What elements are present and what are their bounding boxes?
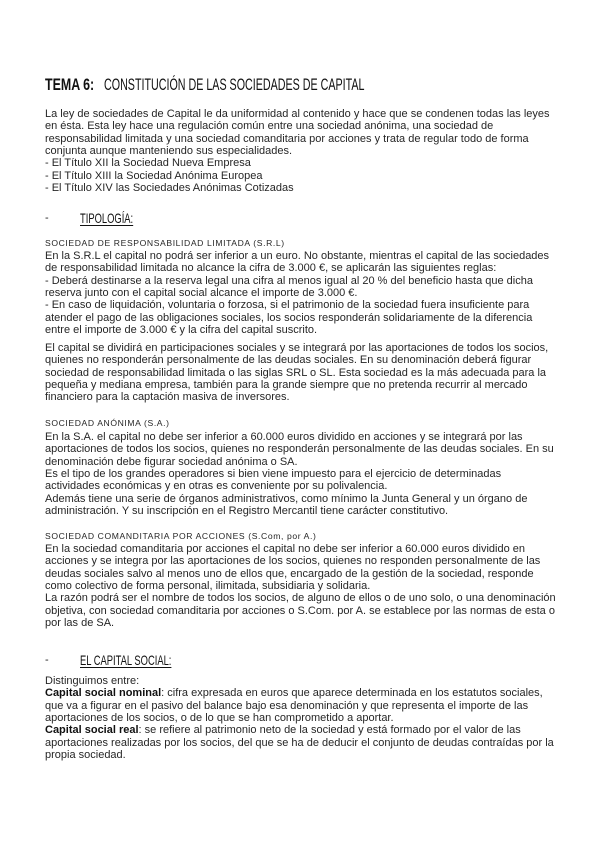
list-item: - El Título XIV las Sociedades Anónimas Cotizadas xyxy=(45,182,294,195)
definition-line xyxy=(45,687,559,699)
text-line: financiero para la captación masiva de inversores. xyxy=(45,391,290,404)
subsection-label-sa: SOCIEDAD ANÓNIMA (S.A.) xyxy=(45,417,170,428)
text-line: acciones y se integra por las aportaciones de los socios, quienes no responden personalmente de las xyxy=(45,555,541,568)
text-line: por las de SA. xyxy=(45,617,115,630)
subsection-label-sca: SOCIEDAD COMANDITARIA POR ACCIONES (S.Com, por A.) xyxy=(45,530,317,541)
list-item: - Deberá destinarse a la reserva legal una cifra al menos igual al 20 % del beneficio hasta que dicha xyxy=(45,274,533,287)
text-line: Además tiene una serie de órganos administrativos, como mínimo la Junta General y un órgano de xyxy=(45,492,528,505)
text-line: En la sociedad comanditaria por acciones el capital no debe ser inferior a 60.000 euros dividido en xyxy=(45,543,526,555)
list-item: - En caso de liquidación, voluntaria o forzosa, si el patrimonio de la sociedad fuera insuficiente para xyxy=(45,299,530,312)
term-capital-social-nominal: Capital social nominal xyxy=(45,687,162,700)
text-line: aportaciones de los socios, o de lo que se han comprometido a aportar. xyxy=(45,712,394,725)
paragraph-sa xyxy=(45,431,559,517)
text-line: como colectivo de forma personal, ilimitada, subsidiaria y solidaria. xyxy=(45,580,371,593)
paragraph-capital-social xyxy=(45,675,559,761)
text-line: denominación debe figurar sociedad anónima o SA. xyxy=(45,455,298,468)
heading-bullet: - xyxy=(45,654,49,666)
text-line: En la S.A. el capital no debe ser inferior a 60.000 euros dividido en acciones y se integrará por las xyxy=(45,431,523,443)
term-capital-social-real: Capital social real xyxy=(45,724,139,737)
text-line: actividades económicas y en otras es conveniente por su polivalencia. xyxy=(45,480,388,493)
definition-line xyxy=(45,724,559,736)
text-line: conjunta aunque manteniendo sus especialidades. xyxy=(45,145,293,158)
text-line: sociedad de responsabilidad limitada o las siglas SRL o SL. Esta sociedad es la más adecuada para la xyxy=(45,366,547,379)
text-line: quienes no responderán personalmente de las deudas sociales. En su denominación deberá figurar xyxy=(45,354,532,367)
heading-text: TIPOLOGÍA: xyxy=(80,210,134,226)
list-item: - El Título XII la Sociedad Nueva Empresa xyxy=(45,157,251,170)
text-line: entre el importe de 3.000 € y la cifra del capital suscrito. xyxy=(45,324,318,337)
paragraph-srl-capital xyxy=(45,342,559,404)
text-line: Es el tipo de los grandes operadores si bien viene impuesto para el ejercicio de determinadas xyxy=(45,468,502,481)
text-line: aportaciones de todos los socios, quienes no responderán personalmente de las deudas sociales. En su xyxy=(45,443,554,456)
list-item: - El Título XIII la Sociedad Anónima Europea xyxy=(45,169,263,182)
text-line: deudas sociales salvo al menos uno de ellos que, encargado de la gestión de la sociedad, responde xyxy=(45,567,534,580)
text-line: Distinguimos entre: xyxy=(45,675,140,687)
heading-text: EL CAPITAL SOCIAL: xyxy=(80,652,172,668)
text-line: atender el pago de las obligaciones sociales, los socios responderán solidariamente de la diferencia xyxy=(45,311,533,324)
text-line: El capital se dividirá en participaciones sociales y se integrará por las aportaciones de todos los socios, xyxy=(45,342,549,354)
text-line: reserva junto con el capital social alcance el importe de 3.000 €. xyxy=(45,287,358,300)
text-line: responsabilidad limitada y una sociedad comanditaria por acciones y trata de regular todo de forma xyxy=(45,132,529,145)
text-line: propia sociedad. xyxy=(45,749,126,762)
paragraph-sca xyxy=(45,543,559,629)
text-line: objetiva, con sociedad comanditaria por acciones o S.Com. por A. se establece por las normas de esta o xyxy=(45,604,555,617)
text-line: en ésta. Esta ley hace una regulación común entre una sociedad anónima, una sociedad de xyxy=(45,120,494,133)
subsection-label-srl: SOCIEDAD DE RESPONSABILIDAD LIMITADA (S.R.L) xyxy=(45,237,285,248)
heading-bullet: - xyxy=(45,212,49,224)
definition-text: : se refiere al patrimonio neto de la sociedad y está formado por el valor de las xyxy=(138,724,521,737)
intro-paragraph xyxy=(45,108,559,194)
text-line: En la S.R.L el capital no podrá ser inferior a un euro. No obstante, mientras el capital de las sociedades xyxy=(45,250,550,262)
text-line: La razón podrá ser el nombre de todos los socios, de alguno de ellos o de uno solo, o una denominación xyxy=(45,592,556,605)
definition-text: : cifra expresada en euros que aparece determinada en los estatutos sociales, xyxy=(161,687,543,700)
paragraph-srl xyxy=(45,250,559,336)
text-line: de responsabilidad limitada no alcance la cifra de 3.000 €, se aplicarán las siguientes reglas: xyxy=(45,262,497,275)
text-line: que va a figurar en el pasivo del balance bajo esa denominación y que representa el importe de las xyxy=(45,699,529,712)
text-line: pequeña y mediana empresa, también para la grande siempre que no pretenda recurrir al mercado xyxy=(45,379,528,392)
text-line: aportaciones realizadas por los socios, del que se ha de deducir el conjunto de deudas contraídas por la xyxy=(45,736,554,749)
title-text: CONSTITUCIÓN DE LAS SOCIEDADES DE CAPITAL xyxy=(104,75,365,94)
text-line: La ley de sociedades de Capital le da uniformidad al contenido y hace que se condenen todas las leyes xyxy=(45,108,550,120)
text-line: administración. Y su inscripción en el Registro Mercantil tiene carácter constitutivo. xyxy=(45,505,449,518)
title-prefix: TEMA 6: xyxy=(45,75,95,94)
